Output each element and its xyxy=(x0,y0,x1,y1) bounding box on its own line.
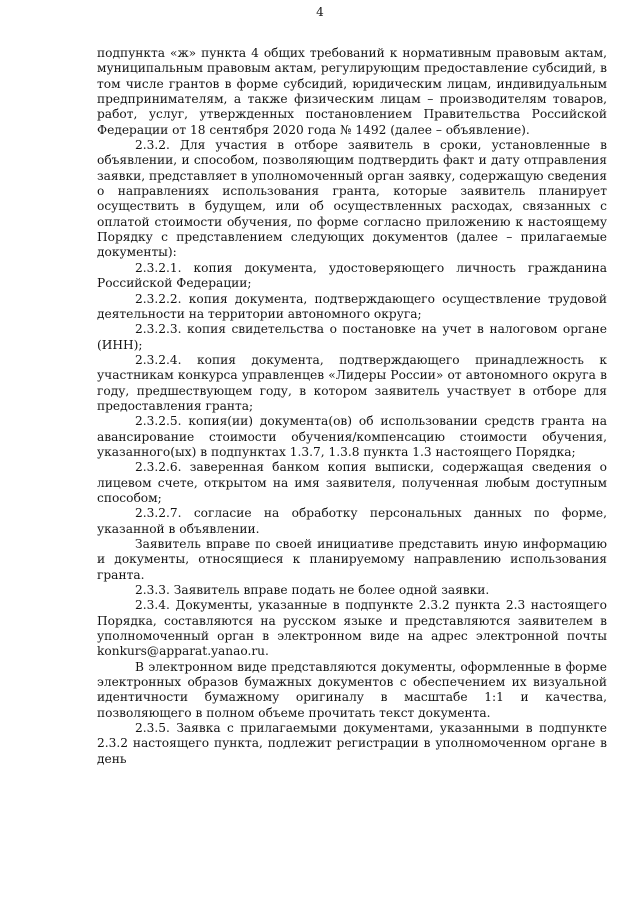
paragraph-2-3-4: 2.3.4. Документы, указанные в подпункте 2.3.2 пункта 2.3 настоящего Порядка, составляются на русском языке и представляются заявителем в уполномоченный орган в электронном виде на адрес электронной почты konkurs@apparat.yanao.ru. xyxy=(97,598,607,659)
paragraph-2-3-5: 2.3.5. Заявка с прилагаемыми документами, указанными в подпункте 2.3.2 настоящего пункта, подлежит регистрации в уполномоченном органе в день xyxy=(97,721,607,766)
paragraph-2-3-2-4: 2.3.2.4. копия документа, подтверждающего принадлежность к участникам конкурса управленцев «Лидеры России» от автономного округа в году, предшествующем году, в котором заявитель участвует в отборе для предоставления гранта; xyxy=(97,352,607,413)
document-body xyxy=(97,46,607,767)
paragraph-2-3-2-2: 2.3.2.2. копия документа, подтверждающего осуществление трудовой деятельности на территории автономного округа; xyxy=(97,291,607,321)
paragraph-2-3-2-5: 2.3.2.5. копия(ии) документа(ов) об использовании средств гранта на авансирование стоимости обучения/компенсацию стоимости обучения, указанного(ых) в подпунктах 1.3.7, 1.3.8 пункта 1.3 настоящего Порядка; xyxy=(97,414,607,459)
paragraph-electronic-form: В электронном виде представляются документы, оформленные в форме электронных образов бумажных документов с обеспечением их визуальной идентичности бумажному оригиналу в масштабе 1:1 и качества, позволяющего в полном объеме прочитать текст документа. xyxy=(97,659,607,720)
paragraph-2-3-3: 2.3.3. Заявитель вправе подать не более одной заявки. xyxy=(135,583,490,598)
paragraph-2-3-2: 2.3.2. Для участия в отборе заявитель в сроки, установленные в объявлении, и способом, позволяющим подтвердить факт и дату отправления заявки, представляет в уполномоченный орган заявку, содержащую сведения о направлениях использования гранта, которые заявитель планирует осуществить в будущем, или об осуществленных расходах, связанных с оплатой стоимости обучения, по форме согласно приложению к настоящему Порядку с представлением следующих документов (далее – прилагаемые документы): xyxy=(97,138,607,260)
paragraph-2-3-2-3: 2.3.2.3. копия свидетельства о постановке на учет в налоговом органе (ИНН); xyxy=(97,322,607,352)
paragraph-continuation: подпункта «ж» пункта 4 общих требований к нормативным правовым актам, муниципальным правовым актам, регулирующим предоставление субсидий, в том числе грантов в форме субсидий, юридическим лицам, индивидуальным предпринимателям, а также физическим лицам – производителям товаров, работ, услуг, утвержденных постановлением Правительства Российской Федерации от 18 сентября 2020 года № 1492 (далее – объявление). xyxy=(97,46,607,137)
paragraph-2-3-2-6: 2.3.2.6. заверенная банком копия выписки, содержащая сведения о лицевом счете, открытом на имя заявителя, полученная любым доступным способом; xyxy=(97,460,607,505)
paragraph-2-3-2-7: 2.3.2.7. согласие на обработку персональных данных по форме, указанной в объявлении. xyxy=(97,506,607,536)
paragraph-additional-info: Заявитель вправе по своей инициативе представить иную информацию и документы, относящиеся к планируемому направлению использования гранта. xyxy=(97,537,607,582)
paragraph-2-3-2-1: 2.3.2.1. копия документа, удостоверяющего личность гражданина Российской Федерации; xyxy=(97,260,607,291)
page-number: 4 xyxy=(316,5,324,19)
